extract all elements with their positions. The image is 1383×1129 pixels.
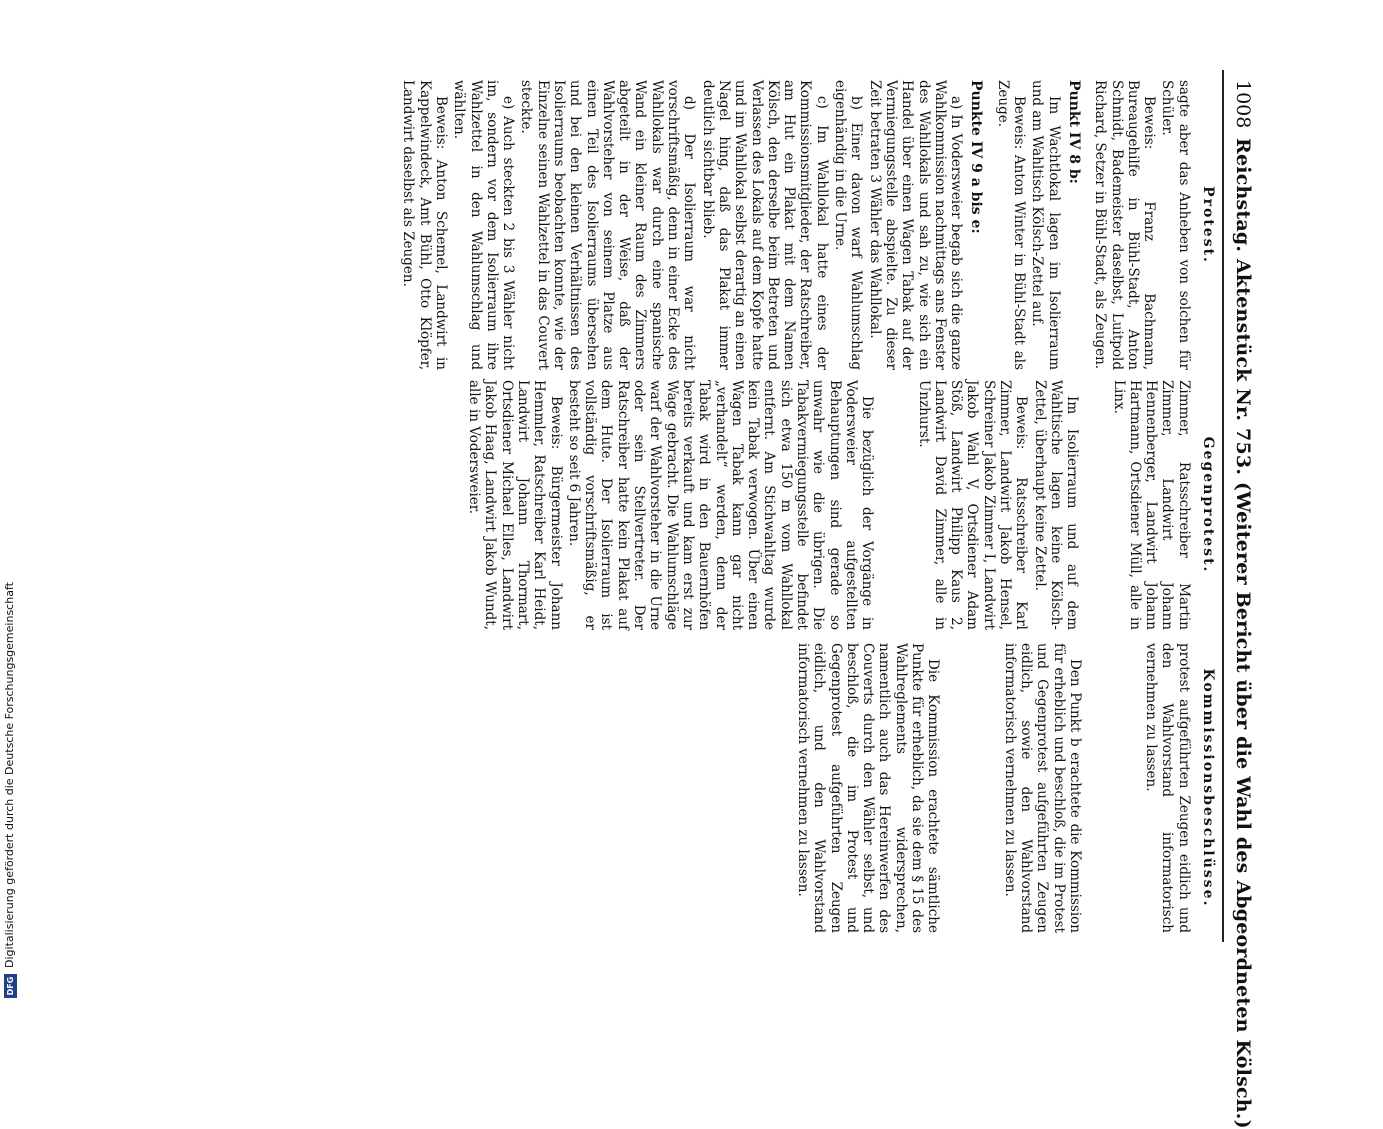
page-number: 1008 [1232, 80, 1254, 129]
gegenprotest-p1: Zimmer, Ratsschreiber Martin Zimmer, Landwirt Johann Hennenberger, Landwirt Johann Hartmann, Ortsdiener Müll, alle in Linx. [1110, 380, 1192, 630]
gegenprotest-p2: Im Isolierraum und auf dem Wahltische lagen keine Kölsch-Zettel, überhaupt keine Zettel. [1031, 380, 1081, 630]
item-a: a) In Vodersweier begab sich die ganze Wahlkommission nachmittags ans Fenster des Wahllokals und sah zu, wie sich ein Handel über einen Wagen Tabak auf der Vermiegungsstelle abspielte. Zu dieser Zeit betraten 3 Wähler das Wahllokal. [866, 80, 965, 370]
kommission-p1: protest aufgeführten Zeugen eidlich und den Wahlvorstand informatorisch vernehmen zu lassen. [1143, 643, 1192, 933]
gegenprotest-heading: Gegenprotest. [1200, 436, 1216, 574]
kommission-p3: Die Kommission erachtete sämtliche Punkte für erheblich, da sie dem § 15 des Wahlreglements widersprechen, namentlich auch das Hereinwerfen des Couverts durch den Wähler selbst, und beschloß, die im Protest und Gegenprotest aufgeführten Zeugen eidlich, und den Wahlvorstand informatorisch vernehmen zu lassen. [794, 643, 942, 933]
item-b: b) Einer davon warf Wahlumschlag eigenhändig in die Urne. [832, 80, 865, 370]
kommission-heading: Kommissionsbeschlüsse. [1200, 668, 1216, 908]
item-c: c) Im Wahllokal hatte eines der Kommissionsmitglieder, der Ratschreiber, am Hut ein Plakat mit dem Namen Kölsch, den derselbe beim Betreten und Verlassen des Lokals auf dem Kopfe hatte und im Wahllokal selbst derartig an einen Nagel hing, daß das Plakat immer deutlich sichtbar blieb. [699, 80, 830, 370]
page-header [1228, 80, 1254, 1129]
protest-intro-proof: Beweis: Franz Bachmann, Bureaugehilfe in Bühl-Stadt, Anton Schmidt, Bademeister daselbst, Luitpold Richard, Setzer in Bühl-Stadt, als Zeugen. [1092, 80, 1158, 370]
gegenprotest-column [456, 380, 1220, 630]
gegenprotest-p3-proof: Beweis: Bürgermeister Johann Hemmler, Ratschreiber Karl Heidt, Landwirt Johann Thormart, Ortsdiener Michael Elles, Landwirt Jakob Haag, Landwirt Jakob Wundt, alle in Vodersweier. [466, 380, 564, 630]
protest-intro: sagte aber das Anheben von solchen für Schüler. [1159, 80, 1192, 370]
gegenprotest-p3: Die bezüglich der Vorgänge in Vodersweier aufgestellten Behauptungen sind gerade so unwahr wie die übrigen. Die Tabakvermiegungsstelle befindet sich etwa 150 m vom Wahllokal entfernt. Am Stichwahltag wurde kein Tabak verwogen. Über einen Wagen Tabak kann gar nicht „verhandelt“ werden, denn der Tabak wird in den Bauernhöfen bereits verkauft und kam erst zur Wage gebracht. Die Wahlumschläge warf der Wahlvorsteher in die Urne oder sein Stellvertreter. Der Ratschreiber hatte kein Plakat auf dem Hute. Der Isolierraum ist vollständig vorschriftsmäßig, er besteht so seit 6 Jahren. [565, 380, 876, 630]
kommission-p2: Den Punkt b erachtete die Kommission für erheblich und beschloß, die im Protest und Gegenprotest aufgeführten Zeugen eidlich, sowie den Wahlvorstand informatorisch vernehmen zu lassen. [1001, 643, 1083, 933]
digitization-credit [2, 582, 18, 998]
credit-text: Digitalisierung gefördert durch die Deutsche Forschungsgemeinschaft [3, 582, 16, 968]
rotated-page [120, 60, 1260, 1129]
header-rule [1222, 70, 1224, 942]
punkt-iv-8b-heading: Punkt IV 8 b: [1065, 80, 1082, 184]
protest-heading: Protest. [1200, 186, 1216, 264]
page-title: Reichstag. Aktenstück Nr. 753. (Weiterer Bericht über die Wahl des Abgeordneten Kölsch.) [1232, 138, 1254, 1129]
item-d: d) Der Isolierraum war nicht vorschriftsmäßig, denn in einer Ecke des Wahllokals war durch eine spanische Wand ein kleiner Raum des Zimmers abgeteilt in der Weise, daß der Wahlvorsteher von seinem Platze aus einen Teil des Isolierraums übersehen und bei den kleinen Verhältnissen des Isolierraums beobachten konnte, wie der Einzelne seinen Wahlzettel in das Couvert steckte. [518, 80, 698, 370]
item-e: e) Auch steckten 2 bis 3 Wähler nicht im, sondern vor dem Isolierraum ihre Wahlzettel in den Wahlumschlag und wählten. [451, 80, 517, 370]
punkt-iv-8b-text: Im Wachtlokal lagen im Isolierraum und am Wahltisch Kölsch-Zettel auf. [1029, 80, 1062, 370]
dfg-logo-icon: DFG [4, 974, 17, 998]
punkt-iv-9-heading: Punkte IV 9 a bis e: [968, 80, 985, 234]
punkt-iv-8b-proof: Beweis: Anton Winter in Bühl-Stadt als Zeuge. [994, 80, 1028, 370]
gegenprotest-p2-proof: Beweis: Ratsschreiber Karl Zimmer, Landwirt Jakob Hensel, Schreiner Jakob Zimmer I, Landwirt Jakob Wahl V, Ortsdiener Adam Stöß, Landwirt Philipp Kaus 2, Landwirt David Zimmer, alle in Unzhurst. [915, 380, 1030, 630]
item-e-proof: Beweis: Anton Schemel, Landwirt in Kappelwindeck, Amt Bühl, Otto Klöpfer, Landwirt daselbst als Zeugen. [400, 80, 449, 370]
protest-column [390, 80, 1220, 370]
kommission-column [785, 643, 1220, 933]
